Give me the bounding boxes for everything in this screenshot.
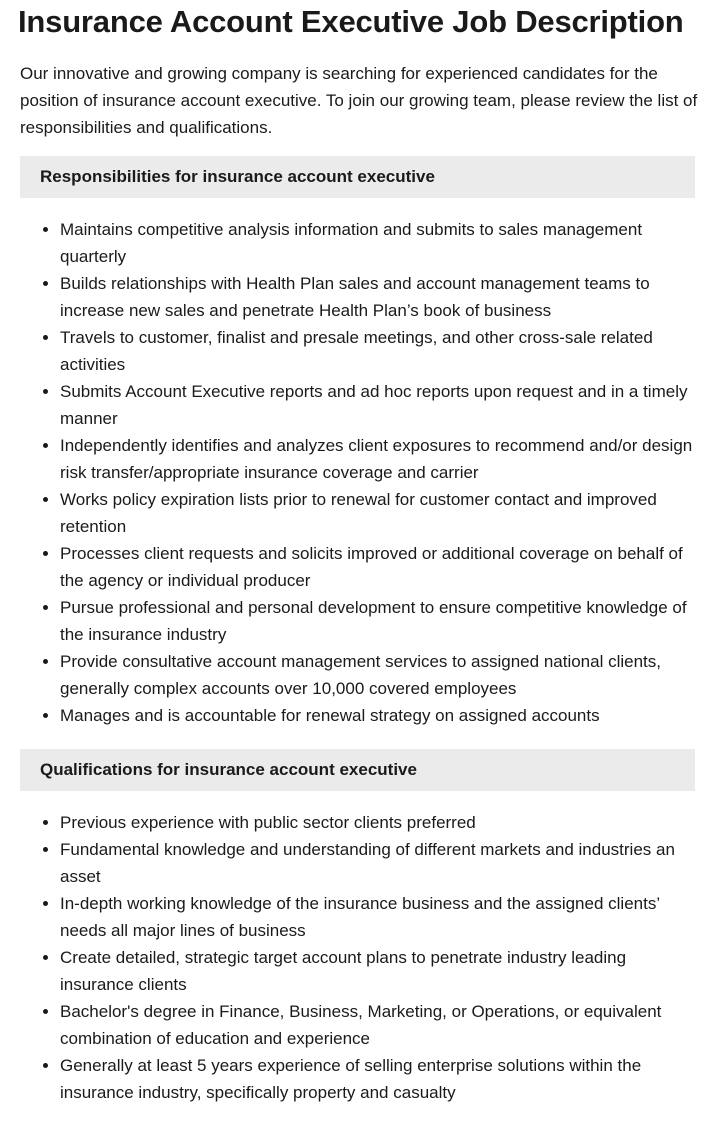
qualifications-list [20,809,695,1106]
intro-text: Our innovative and growing company is searching for experienced candidates for the position of insurance account executive. To join our growing team, please review the list of responsibilities and qualifications. [20,64,698,137]
qualifications-section [20,749,695,1106]
list-item: • In-depth working knowledge of the insurance business and the assigned clients’ needs all major lines of business [60,890,695,944]
list-item: • Processes client requests and solicits improved or additional coverage on behalf of the agency or individual producer [60,540,695,594]
list-item: • Fundamental knowledge and understanding of different markets and industries an asset [60,836,695,890]
responsibilities-list [20,216,695,729]
list-item: • Pursue professional and personal development to ensure competitive knowledge of the insurance industry [60,594,695,648]
responsibilities-heading: Responsibilities for insurance account executive [20,156,695,198]
qualifications-heading: Qualifications for insurance account executive [20,749,695,791]
list-item: • Create detailed, strategic target account plans to penetrate industry leading insurance clients [60,944,695,998]
list-item: • Works policy expiration lists prior to renewal for customer contact and improved retention [60,486,695,540]
list-item: • Previous experience with public sector clients preferred [60,809,695,836]
responsibilities-section [20,156,695,729]
list-item: • Independently identifies and analyzes client exposures to recommend and/or design risk transfer/appropriate insurance coverage and carrier [60,432,695,486]
list-item: • Provide consultative account management services to assigned national clients, generally complex accounts over 10,000 covered employees [60,648,695,702]
list-item: • Builds relationships with Health Plan sales and account management teams to increase new sales and penetrate Health Plan’s book of business [60,270,695,324]
list-item: • Travels to customer, finalist and presale meetings, and other cross-sale related activities [60,324,695,378]
list-item: • Maintains competitive analysis information and submits to sales management quarterly [60,216,695,270]
page-title: Insurance Account Executive Job Description [18,4,684,39]
list-item: • Submits Account Executive reports and ad hoc reports upon request and in a timely manner [60,378,695,432]
list-item: • Bachelor's degree in Finance, Business, Marketing, or Operations, or equivalent combination of education and experience [60,998,695,1052]
list-item: • Generally at least 5 years experience of selling enterprise solutions within the insurance industry, specifically property and casualty [60,1052,695,1106]
list-item: • Manages and is accountable for renewal strategy on assigned accounts [60,702,695,729]
